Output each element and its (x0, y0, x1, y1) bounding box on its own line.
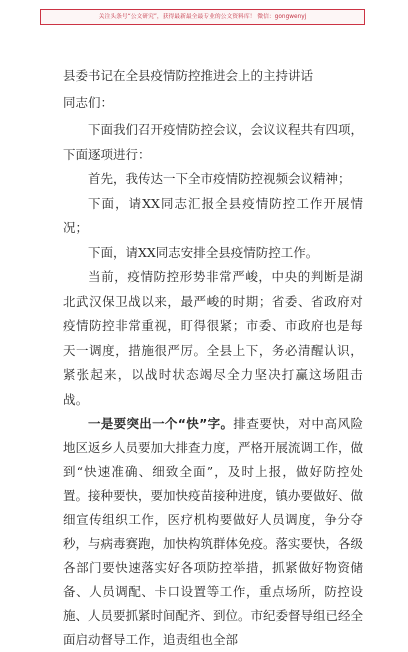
paragraph-agenda-item-2: 下面，请XX同志汇报全县疫情防控工作开展情况； (63, 195, 363, 235)
document-body (63, 62, 363, 652)
promo-banner-text: 关注头条号“公文研究”，获得最新最全最专业的公文资料库！ 微信：gongwenyj (98, 14, 307, 20)
paragraph-point-one (63, 412, 363, 652)
paragraph-agenda: 下面我们召开疫情防控会议，会议议程共有四项，下面逐项进行： (63, 122, 364, 162)
paragraph-situation: 当前，疫情防控形势非常严峻，中央的判断是湖北武汉保卫战以来，最严峻的时期；省委、省政府对疫情防控非常重视，盯得很紧；市委、市政府也是每天一调度，措施很严厉。全县上下，务必清醒认识，紧张起来，以战时状态竭尽全力坚决打赢这场阻击战。 (63, 269, 363, 407)
paragraph-agenda-item-1: 首先，我传达一下全市疫情防控视频会议精神； (88, 171, 351, 186)
paragraph-agenda-item-3: 下面，请XX同志安排全县疫情防控工作。 (88, 244, 319, 260)
salutation: 同志们： (63, 95, 114, 110)
point-one-body: 排查要快，对中高风险地区返乡人员要加大排查力度，严格开展流调工作，做到“快速准确、细致全面”，及时上报，做好防控处置。接种要快，要加快疫苗接种进度，镇办要做好、做细宣传组织工作，医疗机构要做好人员调度，争分夺秒，与病毒赛跑，加快构筑群体免疫。落实要快，各级各部门要快速落实好各项防控举措，抓紧做好物资储备、人员调配、卡口设置等工作，重点场所，防控设施、人员要抓紧时间配齐、到位。市纪委督导组已经全面启动督导工作，追责组也全部 (63, 416, 364, 647)
promo-banner (40, 9, 365, 25)
point-one-heading: 一是要突出一个“快”字。 (88, 416, 234, 431)
document-title: 县委书记在全县疫情防控推进会上的主持讲话 (63, 68, 314, 83)
